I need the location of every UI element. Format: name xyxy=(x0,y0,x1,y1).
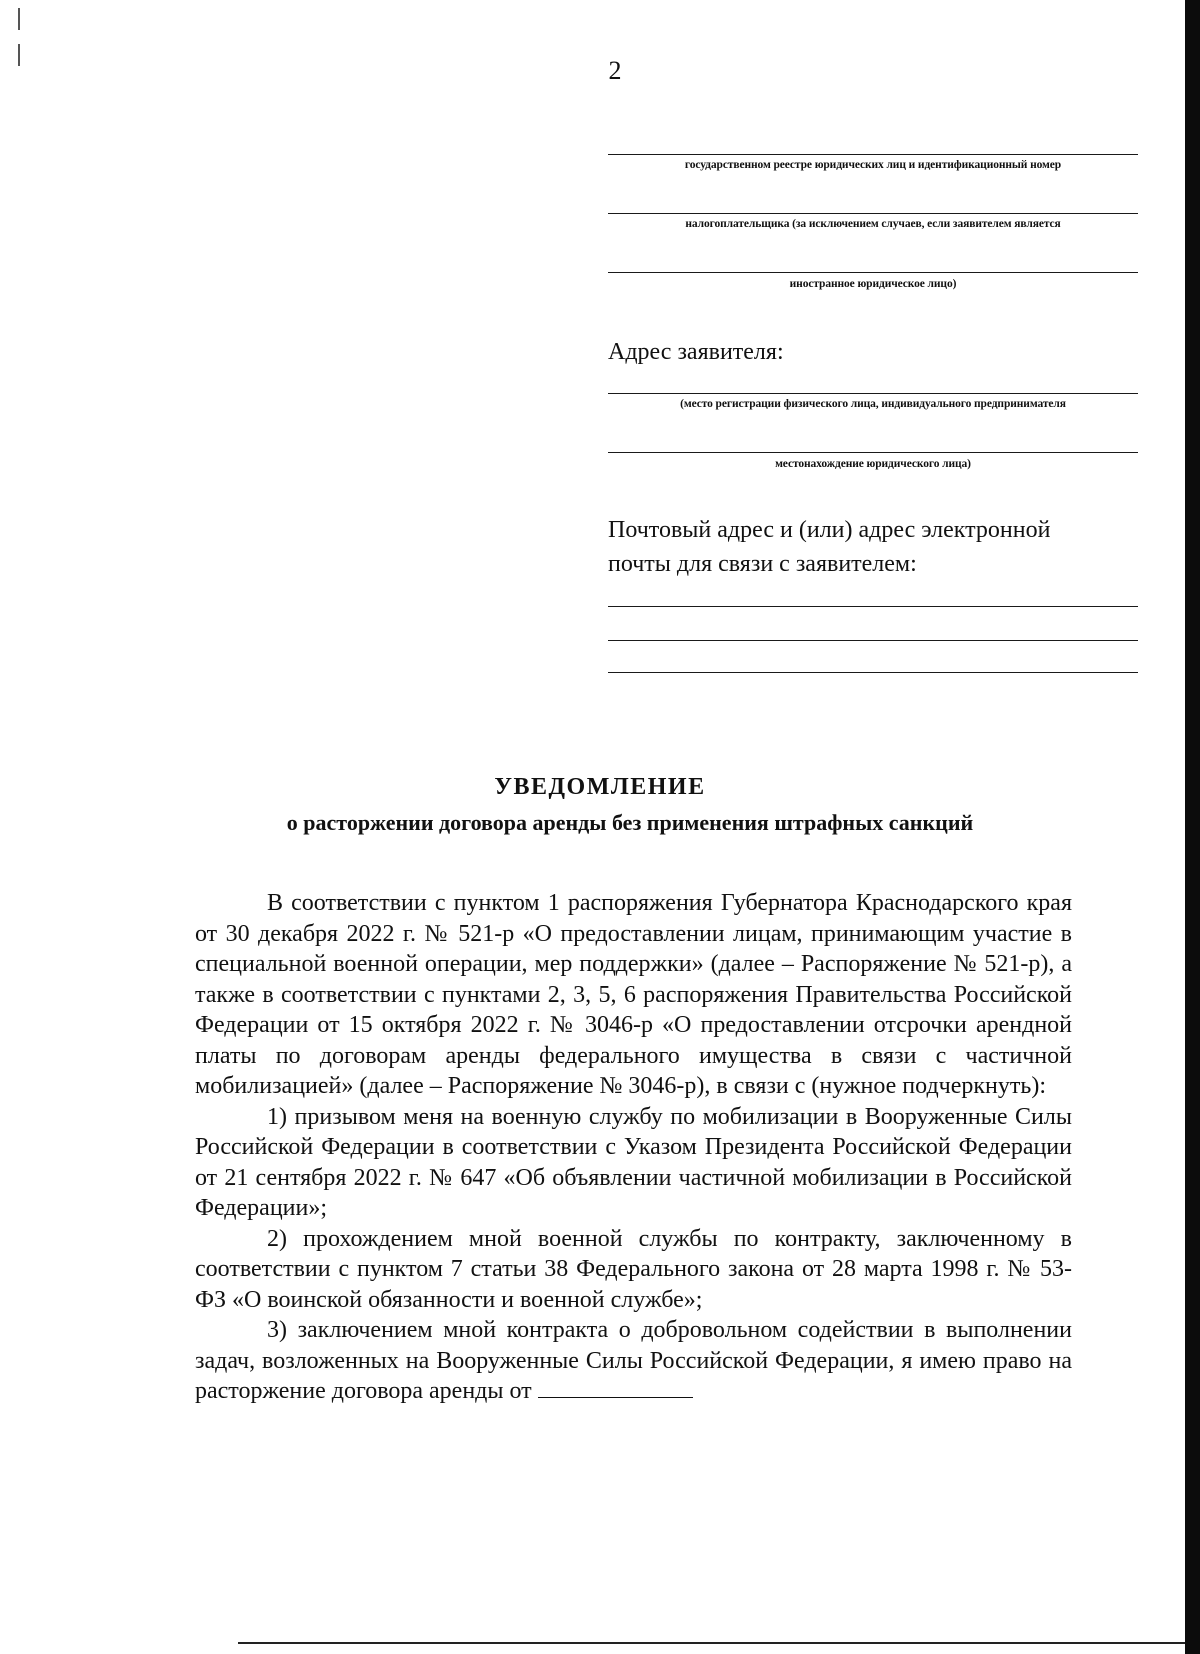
fill-line xyxy=(608,272,1138,273)
fill-line xyxy=(608,393,1138,394)
caption-registry-line3: иностранное юридическое лицо) xyxy=(789,278,957,290)
postal-label-line2: почты для связи с заявителем: xyxy=(608,551,917,577)
scan-border-bottom xyxy=(238,1642,1185,1644)
postal-label-line1: Почтовый адрес и (или) адрес электронной xyxy=(608,517,1051,543)
postal-fill-line xyxy=(608,672,1138,673)
page-number: 2 xyxy=(608,56,622,85)
caption-address-line2: местонахождение юридического лица) xyxy=(775,458,971,470)
paragraph-item-1: 1) призывом меня на военную службу по мобилизации в Вооруженные Силы Российской Федерации в соответствии с Указом Президента Российской Федерации от 21 сентября 2022 г. № 647 «Об объявлении частичной мобилизации в Российской Федерации»; xyxy=(195,1103,1072,1221)
notice-subtitle: о расторжении договора аренды без применения штрафных санкций xyxy=(286,810,974,835)
address-label: Адрес заявителя: xyxy=(608,339,784,365)
scan-border-right xyxy=(1185,0,1200,1654)
fill-line xyxy=(608,213,1138,214)
postal-fill-line xyxy=(608,606,1138,607)
scan-mark xyxy=(18,8,20,30)
scan-mark xyxy=(18,44,20,66)
paragraph-item-3 xyxy=(195,1315,1072,1407)
date-fill-line xyxy=(538,1396,693,1398)
caption-address-line1: (место регистрации физического лица, индивидуального предпринимателя xyxy=(680,398,1066,410)
paragraph-intro: В соответствии с пунктом 1 распоряжения Губернатора Краснодарского края от 30 декабря 2022 г. № 521-р «О предоставлении лицам, принимающим участие в специальной военной операции, мер поддержки» (далее – Распоряжение № 521-р), а также в соответствии с пунктами 2, 3, 5, 6 распоряжения Правительства Российской Федерации от 15 октября 2022 г. № 3046-р «О предоставлении отсрочки арендной платы по договорам аренды федерального имущества в связи с частичной мобилизацией» (далее – Распоряжение № 3046-р), в связи с (нужное подчеркнуть): xyxy=(195,890,1072,1099)
caption-registry-line1: государственном реестре юридических лиц и идентификационный номер xyxy=(684,159,1062,171)
paragraph-item-3-text: 3) заключением мной контракта о добровольном содействии в выполнении задач, возложенных на Вооруженные Силы Российской Федерации, я имею право на расторжение договора аренды от xyxy=(195,1317,1072,1404)
fill-line xyxy=(608,154,1138,155)
postal-fill-line xyxy=(608,640,1138,641)
fill-line xyxy=(608,452,1138,453)
notice-title: УВЕДОМЛЕНИЕ xyxy=(494,774,706,800)
notice-body xyxy=(195,888,1072,1407)
caption-registry-line2: налогоплательщика (за исключением случаев, если заявителем является xyxy=(685,218,1061,230)
paragraph-item-2: 2) прохождением мной военной службы по контракту, заключенному в соответствии с пунктом 7 статьи 38 Федерального закона от 28 марта 1998 г. № 53-ФЗ «О воинской обязанности и военной службе»; xyxy=(195,1225,1072,1313)
